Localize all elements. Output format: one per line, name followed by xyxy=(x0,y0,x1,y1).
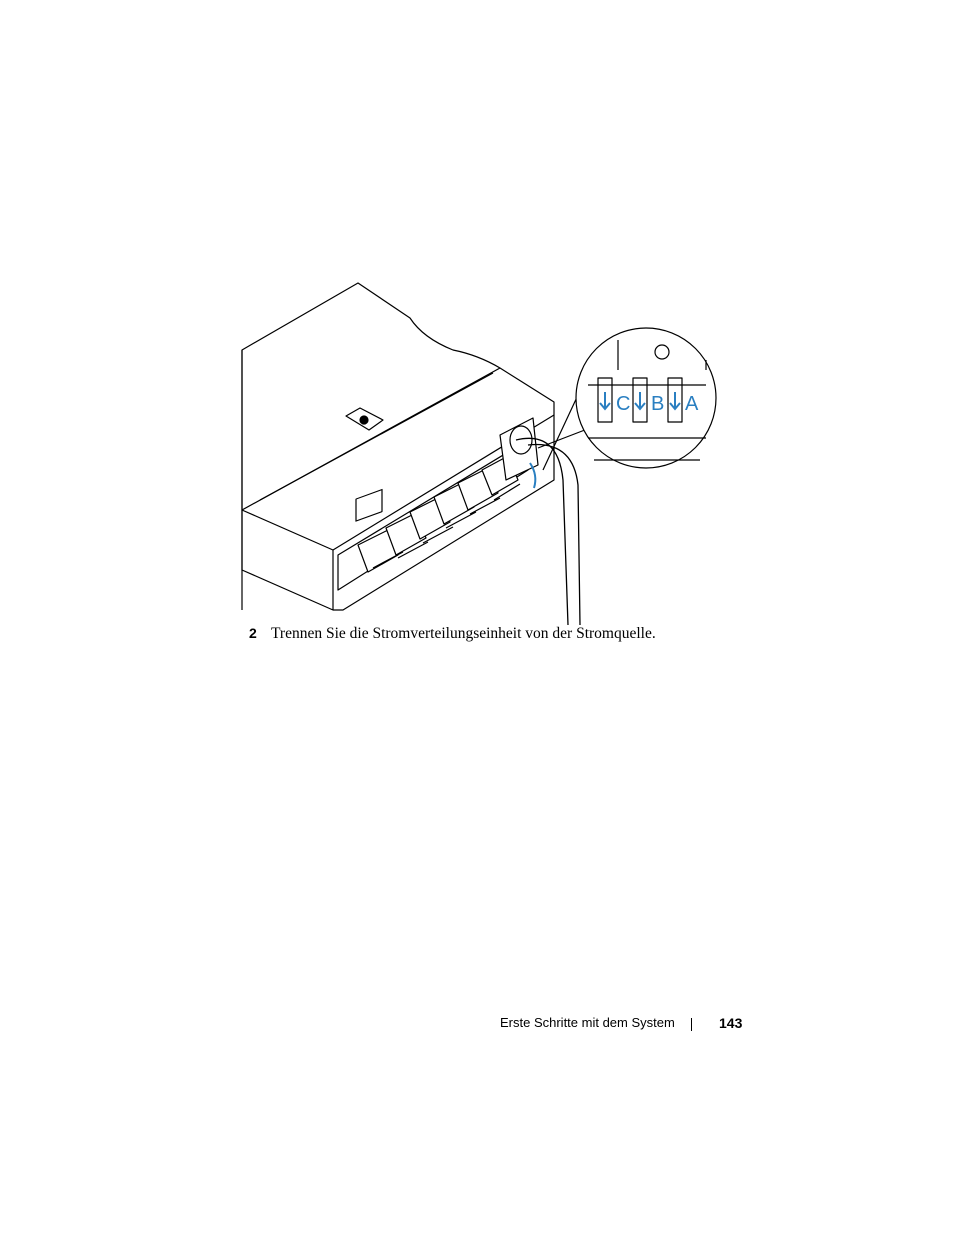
step-text: Trennen Sie die Stromverteilungseinheit von der Stromquelle. xyxy=(271,625,656,642)
footer-section-title: Erste Schritte mit dem System xyxy=(500,1015,675,1030)
callout-b: B xyxy=(651,393,665,415)
step-instruction xyxy=(249,625,656,643)
power-distribution-illustration xyxy=(238,280,718,625)
server-chassis-illustration xyxy=(238,280,718,625)
callout-a: A xyxy=(685,393,699,415)
page-number: 143 xyxy=(719,1015,743,1031)
footer-separator xyxy=(691,1018,692,1031)
step-number: 2 xyxy=(249,625,257,641)
callout-c: C xyxy=(616,393,631,415)
